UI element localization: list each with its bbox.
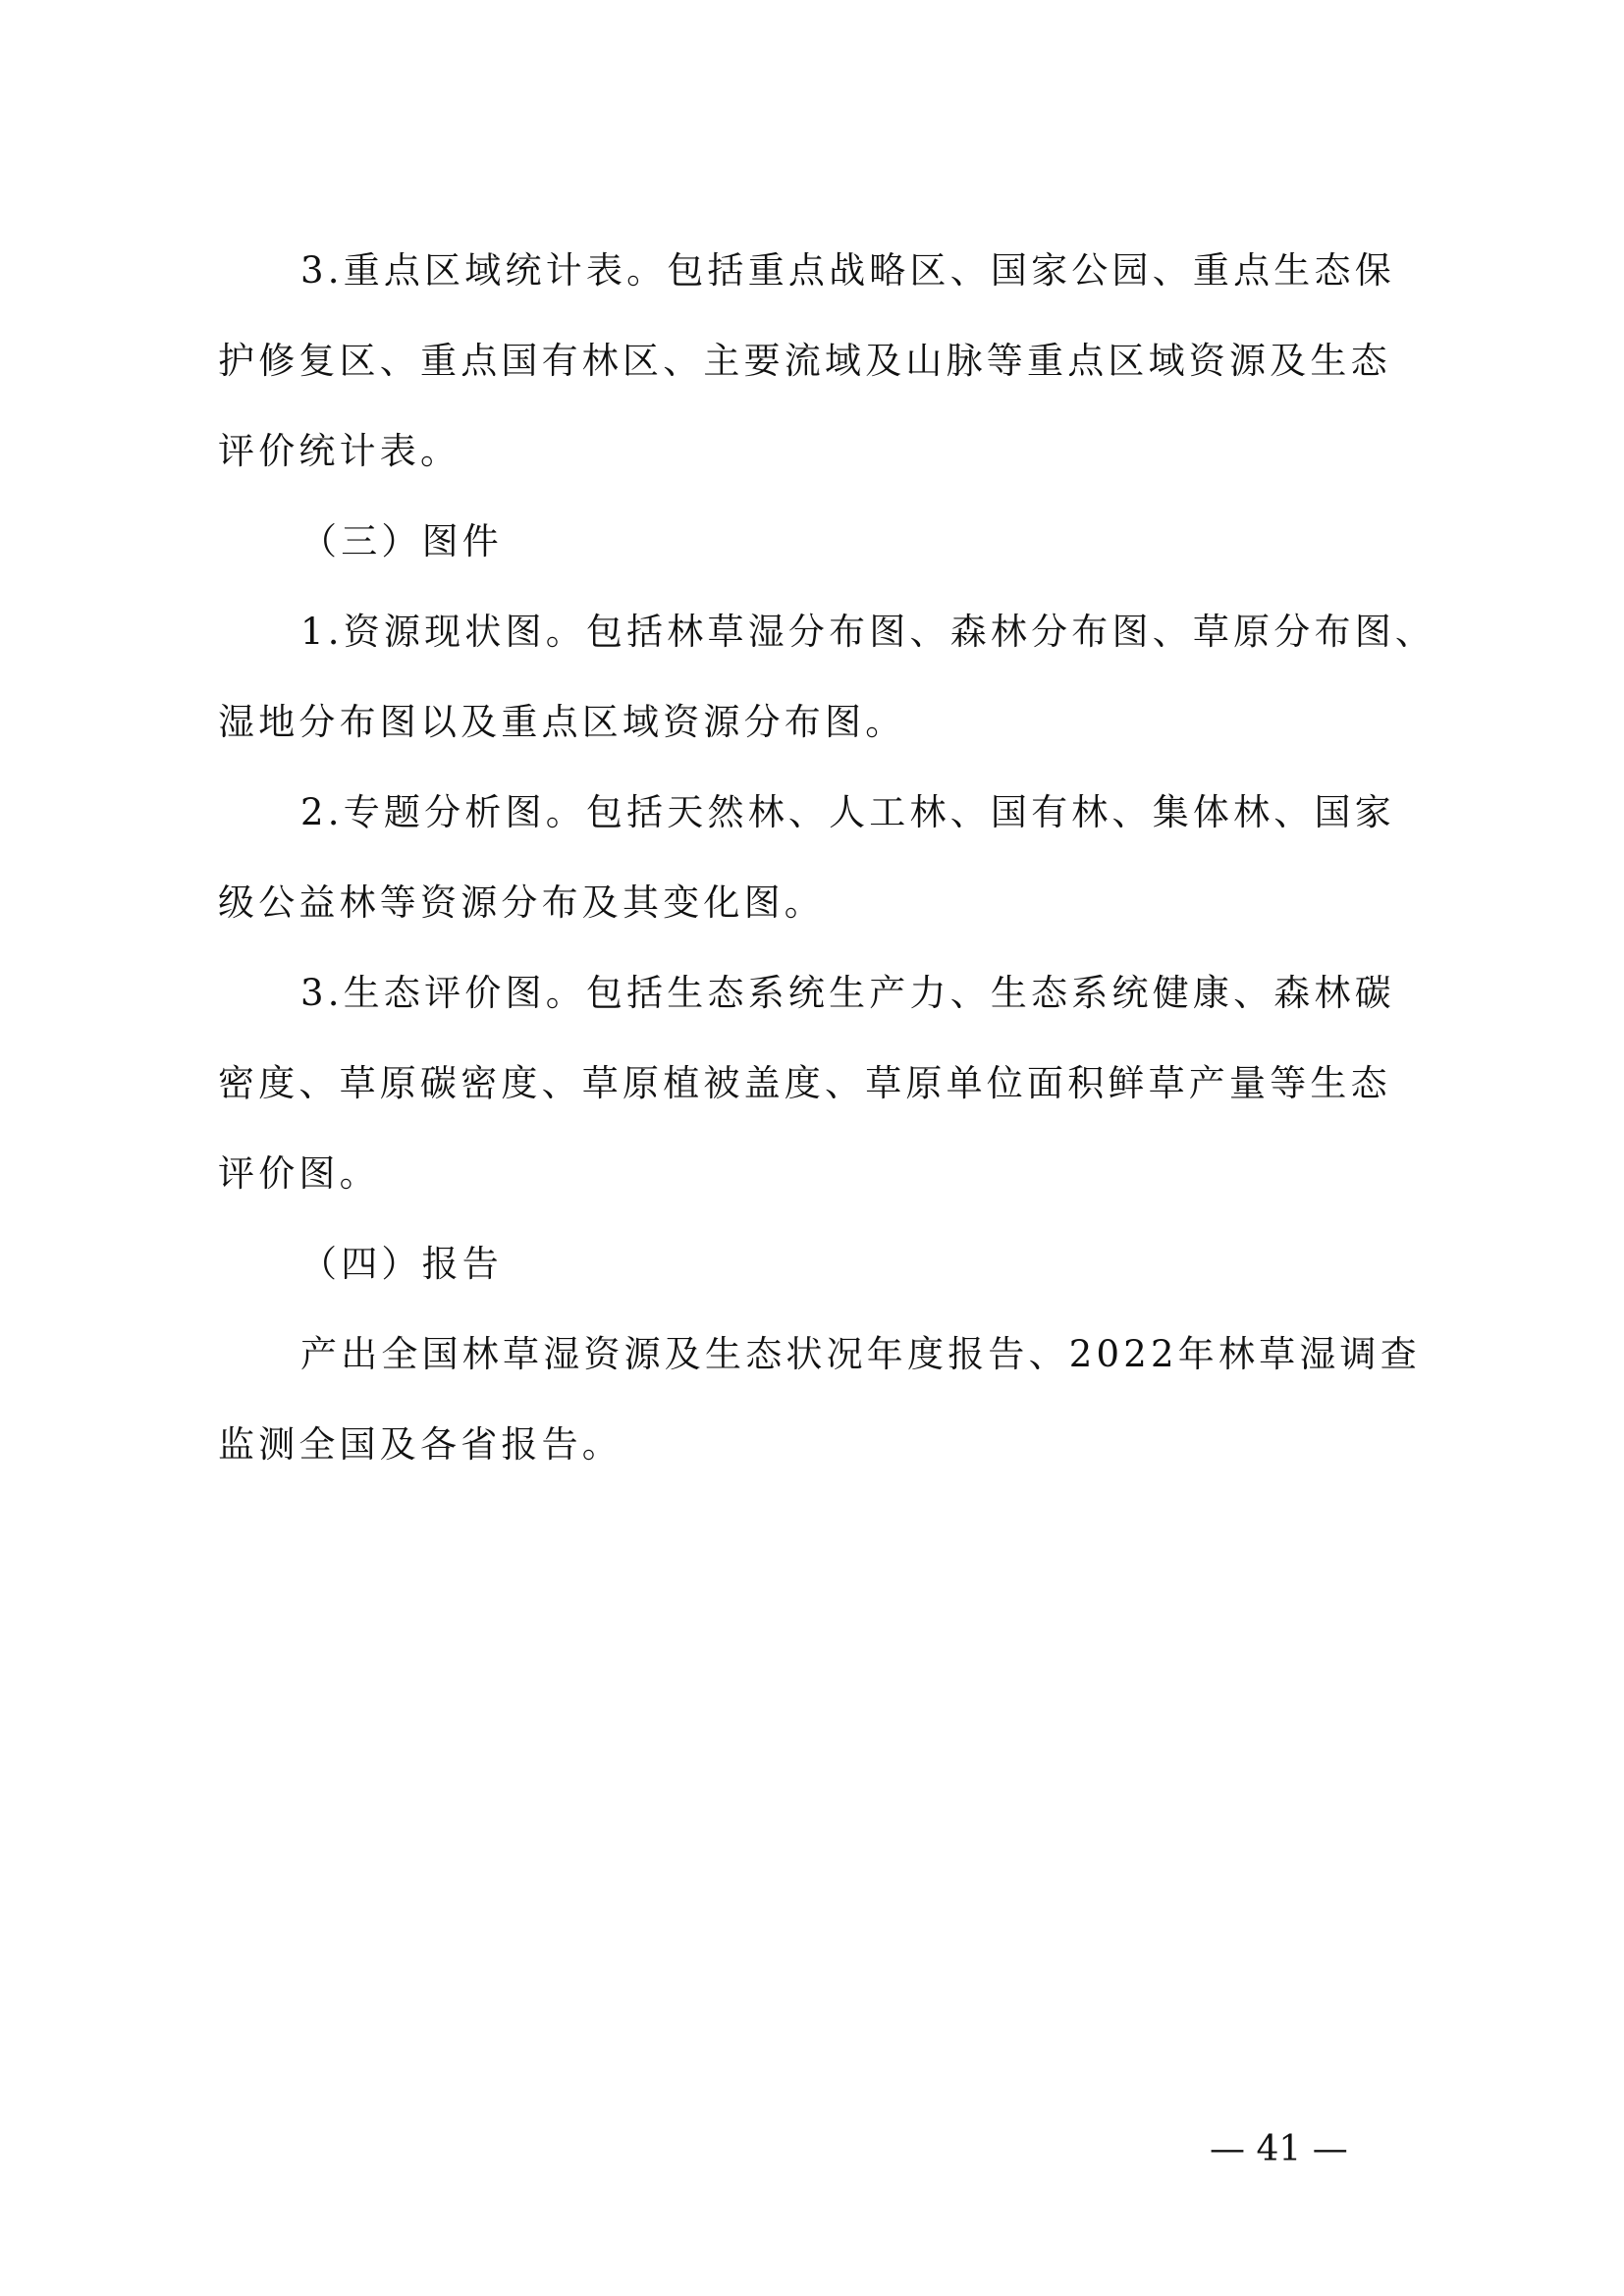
section-heading: （四）报告 — [300, 1243, 503, 1285]
paragraph-line: 护修复区、重点国有林区、主要流域及山脉等重点区域资源及生态 — [218, 340, 1391, 382]
paragraph-line: 3.生态评价图。包括生态系统生产力、生态系统健康、森林碳 — [300, 972, 1395, 1014]
page-number: — 41 — — [1210, 2129, 1348, 2169]
paragraph-line: 评价图。 — [218, 1152, 380, 1195]
paragraph-line: 产出全国林草湿资源及生态状况年度报告、2022年林草湿调查 — [300, 1333, 1421, 1375]
paragraph-line: 3.重点区域统计表。包括重点战略区、国家公园、重点生态保 — [300, 249, 1395, 292]
paragraph-line: 监测全国及各省报告。 — [218, 1423, 623, 1466]
paragraph-line: 评价统计表。 — [218, 430, 461, 472]
paragraph-line: 1.资源现状图。包括林草湿分布图、森林分布图、草原分布图、 — [300, 611, 1436, 653]
paragraph-line: 密度、草原碳密度、草原植被盖度、草原单位面积鲜草产量等生态 — [218, 1062, 1391, 1104]
section-heading: （三）图件 — [300, 520, 503, 562]
paragraph-line: 湿地分布图以及重点区域资源分布图。 — [218, 701, 906, 743]
paragraph-line: 级公益林等资源分布及其变化图。 — [218, 881, 825, 924]
paragraph-line: 2.专题分析图。包括天然林、人工林、国有林、集体林、国家 — [300, 791, 1395, 833]
